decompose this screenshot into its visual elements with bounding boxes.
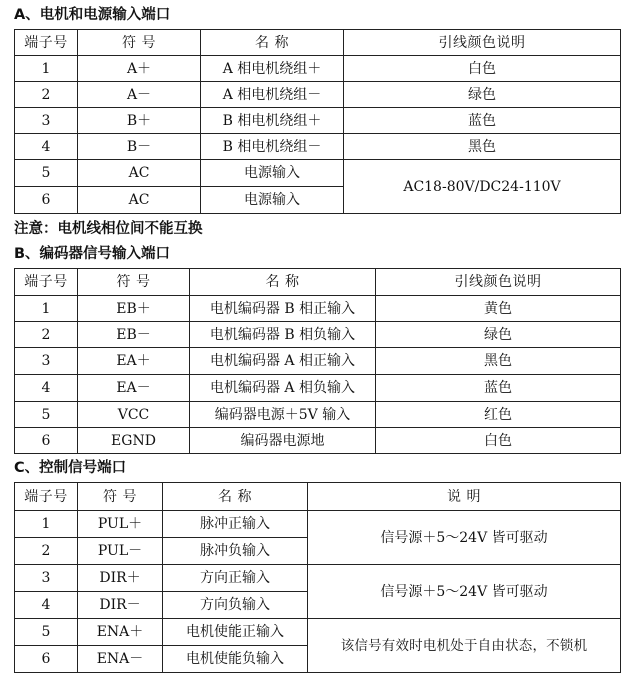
lead-color: 黑色	[344, 134, 621, 160]
symbol: ENA＋	[78, 619, 163, 646]
terminal-no: 3	[15, 348, 78, 375]
header-name: 名 称	[201, 30, 344, 56]
terminal-no: 5	[15, 160, 78, 187]
terminal-no: 4	[15, 375, 78, 402]
table-row	[15, 428, 621, 454]
symbol: ENA－	[78, 646, 163, 673]
terminal-name: B 相电机绕组－	[201, 134, 344, 160]
table-row	[15, 322, 621, 348]
table-row	[15, 56, 621, 82]
header-symbol: 符 号	[78, 30, 201, 56]
symbol: DIR＋	[78, 565, 163, 592]
terminal-no: 2	[15, 82, 78, 108]
symbol: EB－	[78, 322, 190, 348]
symbol: EB＋	[78, 296, 190, 322]
terminal-name: B 相电机绕组＋	[201, 108, 344, 134]
symbol: PUL＋	[78, 511, 163, 538]
header-symbol: 符 号	[78, 483, 163, 511]
terminal-name: 电机编码器 B 相负输入	[190, 322, 376, 348]
table-row	[15, 160, 621, 187]
terminal-name: 编码器电源＋5V 输入	[190, 402, 376, 428]
terminal-no: 6	[15, 646, 78, 673]
terminal-no: 3	[15, 108, 78, 134]
section-c-title: C、控制信号端口	[14, 460, 127, 476]
symbol: PUL－	[78, 538, 163, 565]
lead-color: 白色	[344, 56, 621, 82]
table-row	[15, 82, 621, 108]
terminal-name: 电机编码器 B 相正输入	[190, 296, 376, 322]
motor-power-table	[14, 29, 621, 214]
lead-color: 绿色	[344, 82, 621, 108]
terminal-name: 电源输入	[201, 160, 344, 187]
terminal-name: 电机编码器 A 相正输入	[190, 348, 376, 375]
symbol: AC	[78, 187, 201, 214]
lead-color: 绿色	[376, 322, 621, 348]
terminal-no: 4	[15, 134, 78, 160]
terminal-name: 脉冲负输入	[163, 538, 308, 565]
symbol: B＋	[78, 108, 201, 134]
table-header-row	[15, 269, 621, 296]
lead-color: 黑色	[376, 348, 621, 375]
table-row	[15, 134, 621, 160]
table-row	[15, 619, 621, 646]
terminal-no: 2	[15, 538, 78, 565]
terminal-name: 脉冲正输入	[163, 511, 308, 538]
terminal-no: 5	[15, 619, 78, 646]
table-header-row	[15, 483, 621, 511]
table-row	[15, 348, 621, 375]
terminal-name: 电机编码器 A 相负输入	[190, 375, 376, 402]
terminal-no: 2	[15, 322, 78, 348]
terminal-no: 5	[15, 402, 78, 428]
terminal-name: A 相电机绕组－	[201, 82, 344, 108]
power-voltage-range: AC18-80V/DC24-110V	[344, 160, 621, 214]
header-lead-color: 引线颜色说明	[376, 269, 621, 296]
lead-color: 蓝色	[344, 108, 621, 134]
control-signal-table	[14, 482, 621, 673]
header-description: 说 明	[308, 483, 621, 511]
terminal-name: 电机使能正输入	[163, 619, 308, 646]
symbol: B－	[78, 134, 201, 160]
terminal-no: 4	[15, 592, 78, 619]
terminal-no: 1	[15, 296, 78, 322]
table-row	[15, 108, 621, 134]
terminal-name: 编码器电源地	[190, 428, 376, 454]
table-row	[15, 565, 621, 592]
terminal-no: 1	[15, 511, 78, 538]
terminal-name: A 相电机绕组＋	[201, 56, 344, 82]
symbol: EA－	[78, 375, 190, 402]
section-b-title: B、编码器信号输入端口	[14, 246, 171, 262]
header-terminal-no: 端子号	[15, 30, 78, 56]
header-terminal-no: 端子号	[15, 269, 78, 296]
header-name: 名 称	[190, 269, 376, 296]
terminal-no: 3	[15, 565, 78, 592]
pulse-description: 信号源＋5～24V 皆可驱动	[308, 511, 621, 565]
symbol: DIR－	[78, 592, 163, 619]
terminal-name: 方向正输入	[163, 565, 308, 592]
enable-description: 该信号有效时电机处于自由状态，不锁机	[308, 619, 621, 673]
terminal-no: 6	[15, 428, 78, 454]
table-header-row	[15, 30, 621, 56]
table-row	[15, 296, 621, 322]
symbol: A－	[78, 82, 201, 108]
table-row	[15, 402, 621, 428]
lead-color: 黄色	[376, 296, 621, 322]
symbol: AC	[78, 160, 201, 187]
terminal-name: 电源输入	[201, 187, 344, 214]
terminal-no: 1	[15, 56, 78, 82]
symbol: VCC	[78, 402, 190, 428]
header-lead-color: 引线颜色说明	[344, 30, 621, 56]
header-name: 名 称	[163, 483, 308, 511]
header-terminal-no: 端子号	[15, 483, 78, 511]
terminal-name: 方向负输入	[163, 592, 308, 619]
table-row	[15, 375, 621, 402]
table-row	[15, 511, 621, 538]
symbol: EA＋	[78, 348, 190, 375]
phase-note: 注意：电机线相位间不能互换	[14, 221, 203, 237]
direction-description: 信号源＋5～24V 皆可驱动	[308, 565, 621, 619]
lead-color: 红色	[376, 402, 621, 428]
symbol: A＋	[78, 56, 201, 82]
terminal-name: 电机使能负输入	[163, 646, 308, 673]
lead-color: 白色	[376, 428, 621, 454]
symbol: EGND	[78, 428, 190, 454]
header-symbol: 符 号	[78, 269, 190, 296]
lead-color: 蓝色	[376, 375, 621, 402]
terminal-no: 6	[15, 187, 78, 214]
encoder-table	[14, 268, 621, 454]
section-a-title: A、电机和电源输入端口	[14, 7, 171, 23]
